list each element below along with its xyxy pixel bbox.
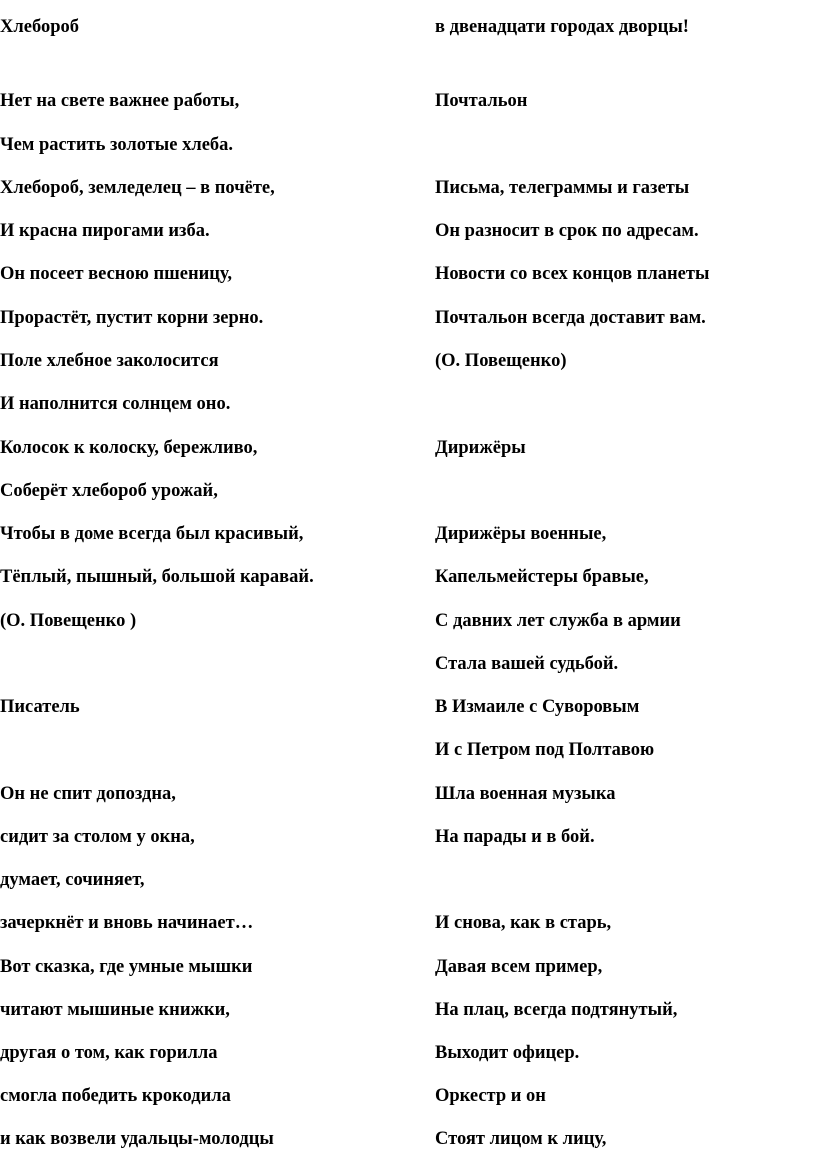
- text-line: думает, сочиняет,: [0, 870, 145, 890]
- text-line: Выходит офицер.: [435, 1043, 580, 1063]
- text-line: Чтобы в доме всегда был красивый,: [0, 524, 304, 544]
- text-line: Давая всем пример,: [435, 957, 603, 977]
- text-line: На парады и в бой.: [435, 827, 595, 847]
- text-line: Соберёт хлебороб урожай,: [0, 481, 218, 501]
- text-line: И с Петром под Полтавою: [435, 740, 655, 760]
- text-line: зачеркнёт и вновь начинает…: [0, 913, 254, 933]
- text-line: Прорастёт, пустит корни зерно.: [0, 308, 264, 328]
- poem-title-khleborob: Хлебороб: [0, 17, 79, 37]
- text-line: И снова, как в старь,: [435, 913, 612, 933]
- text-line: Тёплый, пышный, большой каравай.: [0, 567, 314, 587]
- text-line: Новости со всех концов планеты: [435, 264, 710, 284]
- poem-title-pisatel: Писатель: [0, 697, 80, 717]
- text-line: смогла победить крокодила: [0, 1086, 231, 1106]
- text-line: Оркестр и он: [435, 1086, 546, 1106]
- text-line: Он посеет весною пшеницу,: [0, 264, 232, 284]
- text-line: И наполнится солнцем оно.: [0, 394, 231, 414]
- text-line: Письма, телеграммы и газеты: [435, 178, 690, 198]
- text-line: С давних лет служба в армии: [435, 611, 681, 631]
- text-line: Хлебороб, земледелец – в почёте,: [0, 178, 275, 198]
- text-line: Стала вашей судьбой.: [435, 654, 619, 674]
- text-line: в двенадцати городах дворцы!: [435, 17, 689, 37]
- text-line: Капельмейстеры бравые,: [435, 567, 649, 587]
- text-line: Шла военная музыка: [435, 784, 616, 804]
- text-line: и как возвели удальцы-молодцы: [0, 1129, 274, 1149]
- text-line: читают мышиные книжки,: [0, 1000, 230, 1020]
- text-line: Колосок к колоску, бережливо,: [0, 438, 258, 458]
- text-line: Он разносит в срок по адресам.: [435, 221, 699, 241]
- text-line: Почтальон всегда доставит вам.: [435, 308, 706, 328]
- text-line: Он не спит допоздна,: [0, 784, 176, 804]
- text-line: Вот сказка, где умные мышки: [0, 957, 253, 977]
- text-line: другая о том, как горилла: [0, 1043, 218, 1063]
- text-line: Поле хлебное заколосится: [0, 351, 219, 371]
- text-line: Стоят лицом к лицу,: [435, 1129, 607, 1149]
- text-line: В Измаиле с Суворовым: [435, 697, 640, 717]
- text-line: Нет на свете важнее работы,: [0, 91, 240, 111]
- poem-title-pochtalon: Почтальон: [435, 91, 528, 111]
- poem-author: (О. Повещенко): [435, 351, 567, 371]
- poem-author: (О. Повещенко ): [0, 611, 137, 631]
- text-line: На плац, всегда подтянутый,: [435, 1000, 678, 1020]
- text-line: Дирижёры военные,: [435, 524, 607, 544]
- text-line: И красна пирогами изба.: [0, 221, 210, 241]
- poem-title-dirizhery: Дирижёры: [435, 438, 526, 458]
- text-line: Чем растить золотые хлеба.: [0, 135, 234, 155]
- text-line: сидит за столом у окна,: [0, 827, 195, 847]
